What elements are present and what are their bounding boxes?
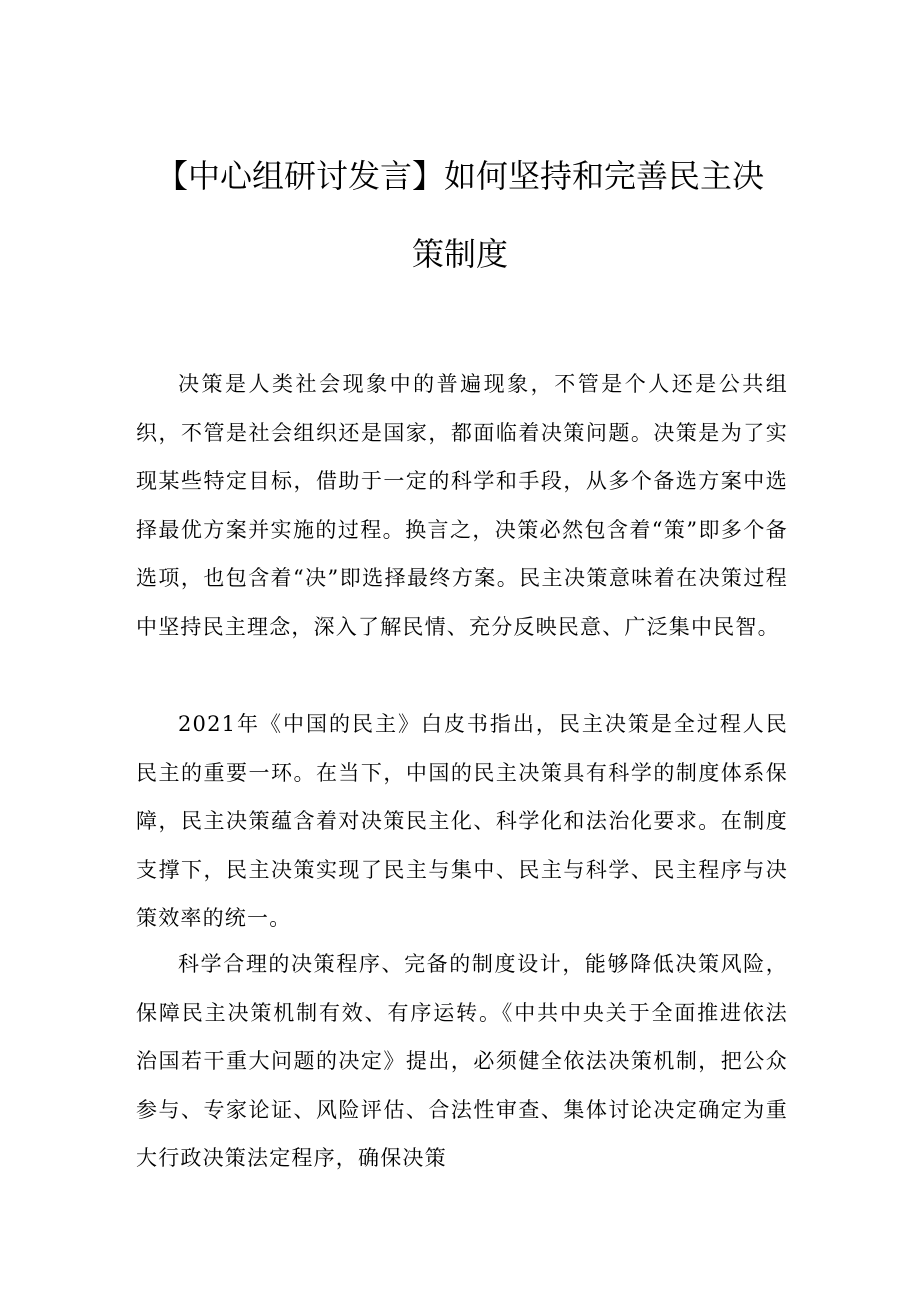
document-title-line-2: 策制度 [411, 235, 508, 273]
body-paragraph-3-block [136, 940, 788, 1183]
body-paragraph-1: 决策是人类社会现象中的普遍现象，不管是个人还是公共组织，不管是社会组织还是国家，都面临着决策问题。决策是为了实现某些特定目标，借助于一定的科学和手段，从多个备选方案中选择最优方案并实施的过程。换言之，决策必然包含着“策”即多个备选项，也包含着“决”即选择最终方案。民主决策意味着在决策过程中坚持民主理念，深入了解民情、充分反映民意、广泛集中民智。 [136, 372, 788, 639]
body-paragraph-2: 2021年《中国的民主》白皮书指出，民主决策是全过程人民民主的重要一环。在当下，中国的民主决策具有科学的制度体系保障，民主决策蕴含着对决策民主化、科学化和法治化要求。在制度支撑下，民主决策实现了民主与集中、民主与科学、民主程序与决策效率的统一。 [136, 712, 788, 930]
body-paragraph-3: 科学合理的决策程序、完备的制度设计，能够降低决策风险，保障民主决策机制有效、有序运转。《中共中央关于全面推进依法治国若干重大问题的决定》提出，必须健全依法决策机制，把公众参与、专家论证、风险评估、合法性审查、集体讨论决定确定为重大行政决策法定程序，确保决策 [136, 952, 788, 1170]
body-paragraph-2-block [136, 700, 788, 943]
document-title-line-1: 【中心组研讨发言】如何坚持和完善民主决 [155, 157, 764, 195]
body-paragraph-1-block [136, 360, 788, 651]
